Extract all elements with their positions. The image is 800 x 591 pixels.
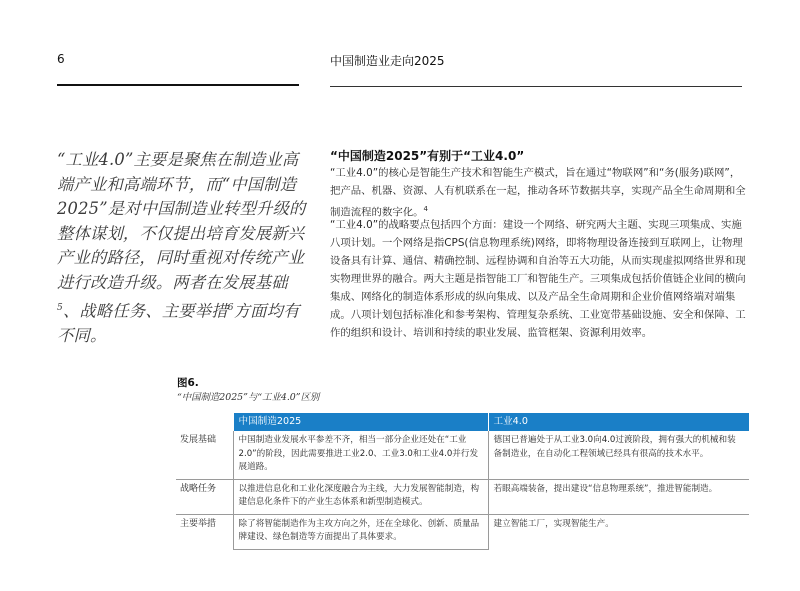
footnote-ref-5: 5 xyxy=(57,302,63,313)
table-header-row xyxy=(176,413,749,431)
table-row xyxy=(176,479,749,514)
pull-quote xyxy=(57,148,307,348)
pull-quote-text-a: “工业4.0”主要是聚焦在制造业高端产业和高端环节，而“中国制造2025”是对中国制造业转型升级的整体谋划，不仅提出培育发展新兴产业的路径，同时重视对传统产业进行改造升级。两者在发展基础 xyxy=(57,150,306,292)
header-rule-left xyxy=(57,84,299,86)
row-label: 发展基础 xyxy=(176,431,233,479)
germany-cell: 建立智能工厂，实现智能生产。 xyxy=(493,518,614,529)
figure-label: 图6. xyxy=(177,377,199,389)
row-label: 战略任务 xyxy=(176,479,233,514)
table-header-germany: 工业4.0 xyxy=(488,413,749,431)
china-cell: 以推进信息化和工业化深度融合为主线，大力发展智能制造，构建信息化条件下的产业生态体系和新型制造模式。 xyxy=(233,479,488,514)
china-cell: 除了将智能制造作为主攻方向之外，还在全球化、创新、质量品牌建设、绿色制造等方面提出了具体要求。 xyxy=(233,514,488,549)
germany-cell: 德国已普遍处于从工业3.0向4.0过渡阶段，拥有强大的机械和装备制造业，在自动化工程领域已经具有很高的技术水平。 xyxy=(488,431,749,479)
body-paragraph-1 xyxy=(330,164,750,221)
body-paragraph-2: “工业4.0”的战略要点包括四个方面：建设一个网络、研究两大主题、实现三项集成、实施八项计划。一个网络是指CPS(信息物理系统)网络，即将物理设备连接到互联网上，让物理设备具有计算、通信、精确控制、远程协调和自治等五大功能，从而实现虚拟网络世界和现实物理世界的融合。两大主题是指智能工厂和智能生产。三项集成包括价值链企业间的横向集成、网络化的制造体系形成的纵向集成、以及产品全生命周期和企业价值网络端对端集成。八项计划包括标准化和参考架构、管理复杂系统、工业宽带基础设施、安全和保障、工作的组织和设计、培训和持续的职业发展、监管框架、资源利用效率。 xyxy=(330,219,746,339)
china-cell: 中国制造业发展水平参差不齐，相当一部分企业还处在“工业2.0”的阶段，因此需要推进工业2.0、工业3.0和工业4.0并行发展道路。 xyxy=(233,431,488,479)
table-row xyxy=(176,514,749,549)
page-number: 6 xyxy=(57,52,65,66)
header-rule-right xyxy=(330,86,742,87)
table-header-blank xyxy=(176,413,233,431)
pull-quote-text-b: 、战略任务、主要举措 xyxy=(62,300,228,320)
table-row xyxy=(176,431,749,479)
pull-quote-text-c: 方面均有不同。 xyxy=(57,300,300,345)
footnote-ref-4: 4 xyxy=(423,205,428,213)
footnote-ref-6: 6 xyxy=(227,302,234,313)
germany-cell: 若眼高端装备，提出建设“信息物理系统”，推进智能制造。 xyxy=(488,479,749,514)
row-label: 主要举措 xyxy=(180,518,217,529)
comparison-table xyxy=(176,413,749,550)
table-header-china: 中国制造2025 xyxy=(233,413,488,431)
running-title: 中国制造业走向2025 xyxy=(330,54,445,68)
paragraph-1-text: “工业4.0”的核心是智能生产技术和智能生产模式，旨在通过“物联网”和“务(服务)联网”，把产品、机器、资源、人有机联系在一起，推动各环节数据共享，实现产品全生命周期和全制造流程的数字化。 xyxy=(330,167,746,219)
section-heading: “中国制造2025”有别于“工业4.0” xyxy=(330,149,525,163)
figure-caption: “中国制造2025”与“工业4.0”区别 xyxy=(177,392,320,403)
